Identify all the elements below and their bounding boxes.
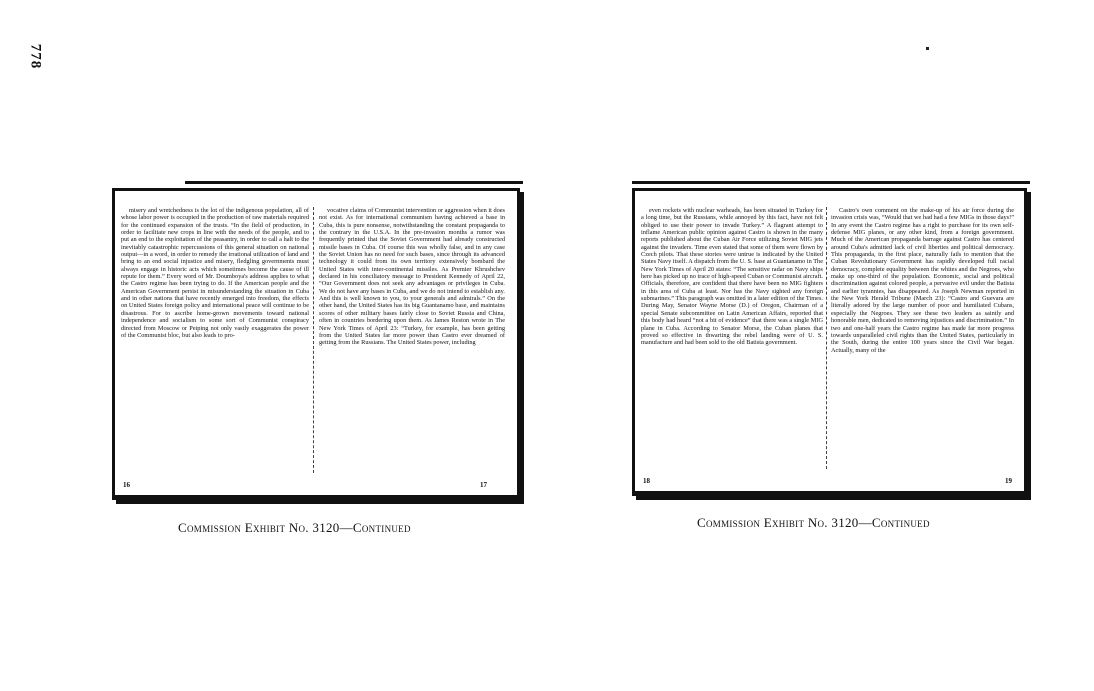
folio-16: 16 bbox=[123, 481, 130, 489]
page-19-text bbox=[831, 207, 1014, 473]
column-divider bbox=[826, 207, 827, 469]
page-16-text bbox=[121, 207, 309, 477]
document-spread-pages-16-17 bbox=[112, 188, 520, 500]
top-rule bbox=[632, 181, 1030, 184]
folio-19: 19 bbox=[1005, 477, 1012, 485]
column-divider bbox=[313, 207, 314, 473]
page-19-body: Castro's own comment on the make-up of his air force during the invasion crisis was, “Would that we had had a few MIGs in those days!” In any event the Castro regime has a right to purchase for its own self-defense MIG planes, or any other kind, from a foreign government. Much of the American propaganda barrage against Castro has centered around Cuba's admitted lack of civil liberties and political democracy. This propaganda, in the first place, naturally fails to mention that the Cuban Revolutionary Government has rapidly developed full racial democracy, complete equality between the whites and the Negroes, who make up one-third of the population. Economic, social and political discrimination against colored people, a pervasive evil under the Batista and earlier tyrannies, has disappeared. As Joseph Newman reported in the New York Herald Tribune (March 23): “Castro and Guevara are literally adored by the large number of poor and humiliated Cubans, especially the Negroes. They see these two leaders as saintly and honorable men, dedicated to removing injustices and discrimination.” In two and one-half years the Castro regime has made far more progress towards unparalleled civil rights than the United States, particularly in the South, during the entire 100 years since the Civil War began. Actually, many of the bbox=[831, 207, 1014, 354]
folio-18: 18 bbox=[643, 477, 650, 485]
page-number: 778 bbox=[27, 43, 44, 70]
top-rule bbox=[185, 181, 523, 184]
page-18-body: even rockets with nuclear warheads, has been situated in Turkey for a long time, but the Russians, while annoyed by this fact, have not felt obliged to use their power to invade Turkey.” A flagrant attempt to inflame American public opinion against Castro is shown in the many reports published about the Cuban Air Force utilizing Soviet MIG jets against the invaders. Time even stated that some of them were flown by Czech pilots. That these stories were untrue is indicated by the United States Navy itself. A dispatch from the U. S. base at Guantanamo in The New York Times of April 20 states: “The sensitive radar on Navy ships here has picked up no trace of high-speed Cuban or Communist aircraft. Officials, therefore, are confident that there have been no MIG fighters in this area of Cuba at least. Nor has the Navy sighted any foreign submarines.” This paragraph was omitted in a later edition of the Times. During May, Senator Wayne Morse (D.) of Oregon, Chairman of a special Senate subcommittee on Latin American Affairs, reported that this body had heard “not a bit of evidence” that there was a single MIG plane in Cuba. According to Senator Morse, the Cuban planes that proved so effective in thwarting the rebel landing were of U. S. manufacture and had been sold to the old Batista government. bbox=[641, 207, 823, 347]
document-spread-pages-18-19 bbox=[632, 188, 1027, 496]
page-16-body: misery and wretchedness is the lot of the indigenous population, all of whose labor power is occupied in the production of raw materials required for the continued expansion of the trusts. “In the field of production, in order to facilitate new crops in line with the needs of the people, and to put an end to the exploitation of the peasantry, in order to call a halt to the inevitably catastrophic repercussions of this general situation on national output—in a word, in order to remedy the irrational utilization of land and bring to an end social injustice and misery, fledgling governments must always engage in historic acts which sometimes become the cause of ill repute for them.” Every word of Mr. Doumboya's address applies to what the Castro regime has been trying to do. If the American people and the American Government persist in misunderstanding the situation in Cuba and in other nations that have recently emerged into freedom, the effects on United States foreign policy and international peace will continue to be disastrous. For to ascribe home-grown movements toward national independence and socialism to some sort of Communist conspiracy directed from Moscow or Peiping not only vastly exaggerates the power of the Communist bloc, but also leads to pro- bbox=[121, 207, 309, 339]
page-17-text bbox=[319, 207, 505, 477]
speck bbox=[926, 47, 929, 50]
exhibit-caption-right: Commission Exhibit No. 3120—Continued bbox=[697, 515, 930, 530]
page-18-text bbox=[641, 207, 823, 473]
folio-17: 17 bbox=[480, 481, 487, 489]
exhibit-caption-left: Commission Exhibit No. 3120—Continued bbox=[178, 520, 411, 535]
page-17-body: vocative claims of Communist intervention or aggression when it does not exist. As for international communism having achieved a base in Cuba, this is pure nonsense, notwithstanding the constant propaganda to the contrary in the U.S.A. In the pre-invasion months a rumor was frequently printed that the Soviet Government had already constructed missile bases in Cuba. Of course this was wholly false, and in any case the Soviet Union has no need for such bases, since through its advanced technology it could from its own territory extensively bombard the United States with inter-continental missiles. As Premier Khrushchev declared in his conciliatory message to President Kennedy of April 22, “Our Government does not seek any advantages or privileges in Cuba. We do not have any bases in Cuba, and we do not intend to establish any. And this is well known to you, to your generals and admirals.” On the other hand, the United States has its big Guantanamo base, and maintains scores of other military bases fairly close to Soviet Russia and China, often in countries bordering upon them. As James Reston wrote in The New York Times of April 23: “Turkey, for example, has been getting from the United States far more power than Castro ever dreamed of getting from the Russians. The United States power, including bbox=[319, 207, 505, 347]
